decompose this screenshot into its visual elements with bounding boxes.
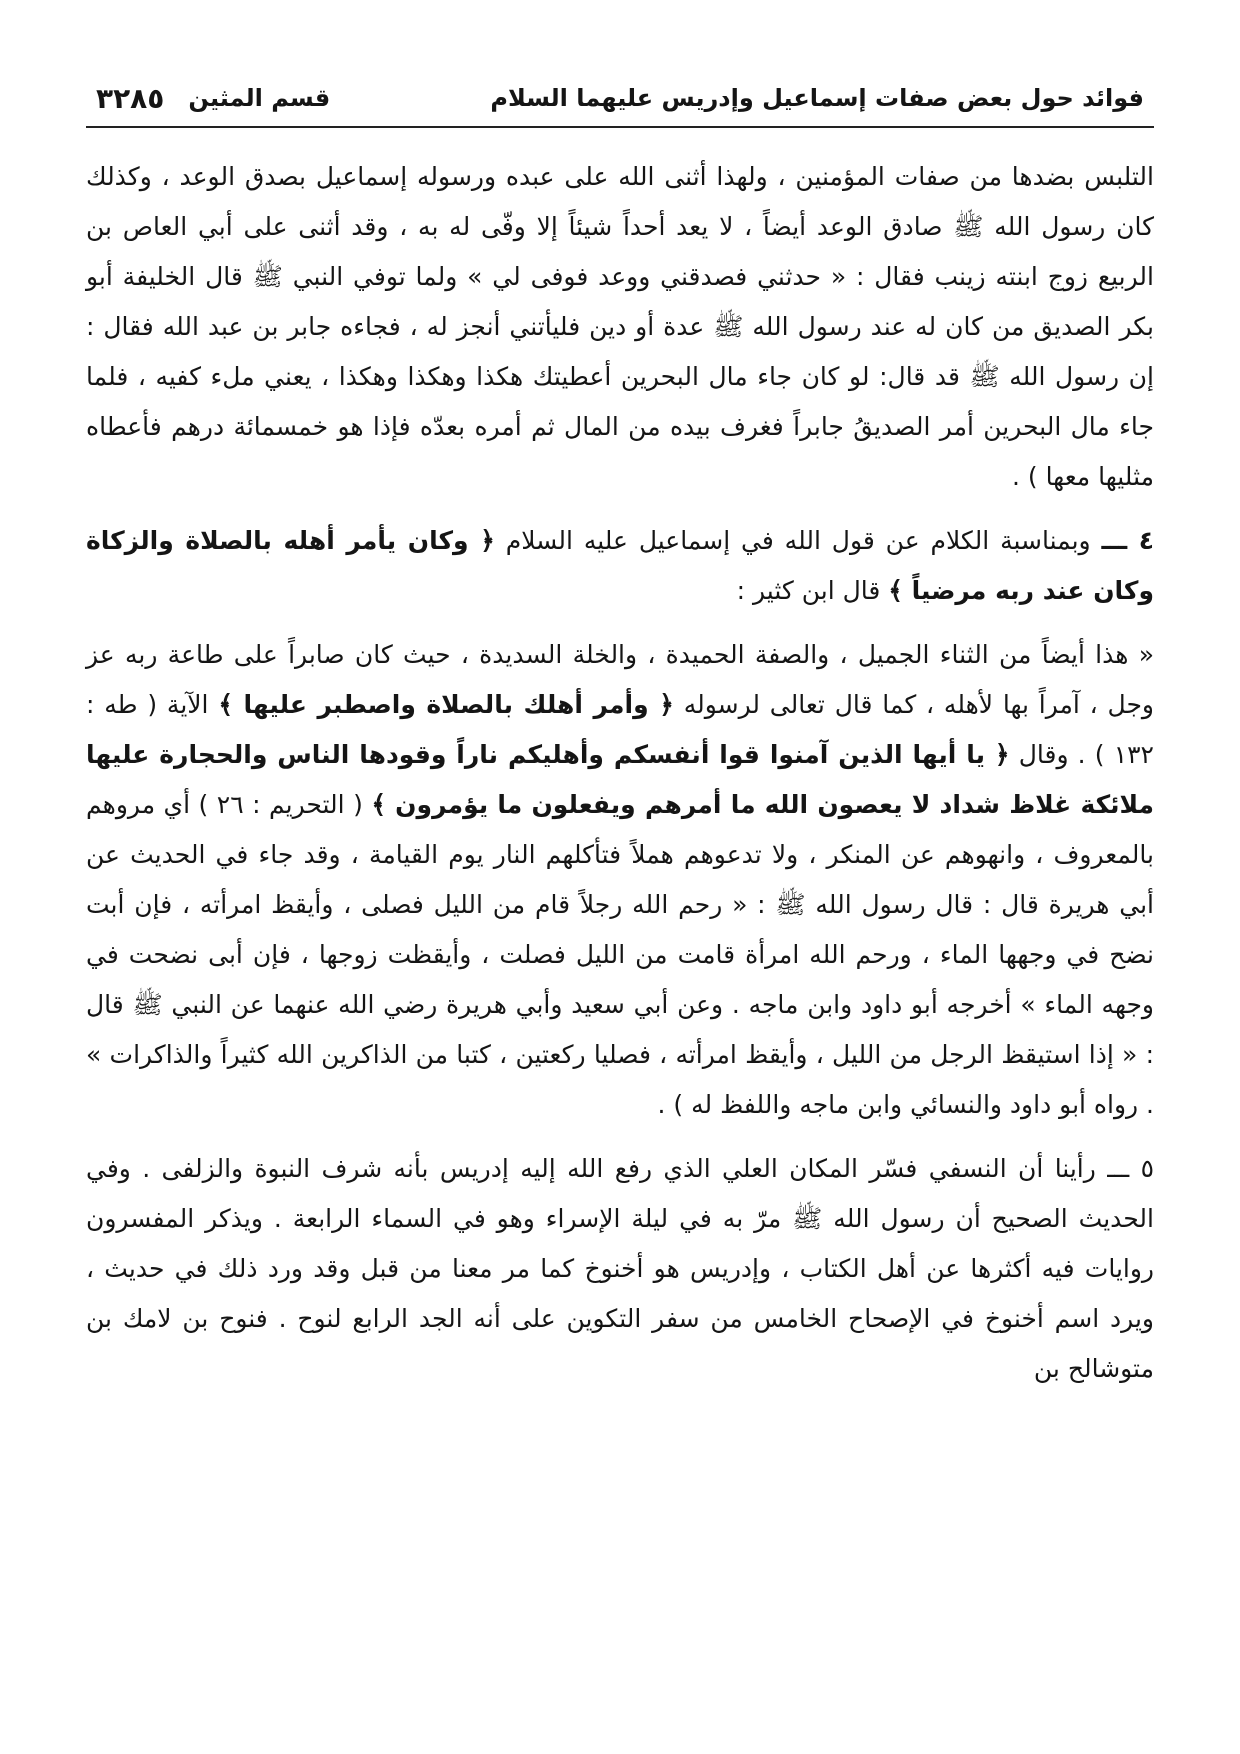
paragraph-2-tail: قال ابن كثير : [736,576,881,605]
quote-text-2: الآية ( طه : ١٣٢ ) . وقال [86,690,1154,769]
paragraph-4 [86,1144,1154,1394]
header-section: قسم المثين [188,84,331,112]
quran-verse: ﴿ وأمر أهلك بالصلاة واصطبر عليها ﴾ [218,690,674,719]
paragraph-gap [86,502,1154,516]
book-page [86,70,1154,1710]
quote-text-3: ( التحريم : ٢٦ ) أي مروهم بالمعروف ، وانهوهم عن المنكر ، ولا تدعوهم هملاً فتأكلهم النار يوم القيامة ، وقد جاء في الحديث عن أبي هريرة قال : قال رسول الله ﷺ : « رحم الله رجلاً قام من الليل فصلى ، وأيقظ امرأته ، فإن أبت نضح في وجهها الماء ، ورحم الله امرأة قامت من الليل فصلت ، وأيقظت زوجها ، فإن أبى نضحت في وجهه الماء » أخرجه أبو داود وابن ماجه . وعن أبي سعيد وأبي هريرة رضي الله عنهما عن النبي ﷺ قال : « إذا استيقظ الرجل من الليل ، وأيقظ امرأته ، فصليا ركعتين ، كتبا من الذاكرين الله كثيراً والذاكرات » . رواه أبو داود والنسائي وابن ماجه واللفظ له ) . [86,790,1154,1119]
paragraph-1 [86,152,1154,502]
item-number-4: ٤ ـــ [1101,526,1154,555]
paragraph-2 [86,516,1154,616]
item-number-5: ٥ ـــ [1107,1154,1154,1183]
paragraph-gap [86,1130,1154,1144]
header-left-group [96,82,330,115]
paragraph-2-intro: وبمناسبة الكلام عن قول الله في إسماعيل عليه السلام [505,526,1091,555]
paragraph-4-text: رأينا أن النسفي فسّر المكان العلي الذي رفع الله إليه إدريس بأنه شرف النبوة والزلفى . وفي الحديث الصحيح أن رسول الله ﷺ مرّ به في ليلة الإسراء وهو في السماء الرابعة . ويذكر المفسرون روايات فيه أكثرها عن أهل الكتاب ، وإدريس هو أخنوخ كما مر معنا من قبل وقد ورد ذلك في حديث ، ويرد اسم أخنوخ في الإصحاح الخامس من سفر التكوين على أنه الجد الرابع لنوح . فنوح بن لامك بن متوشالح بن [86,1154,1154,1383]
header-title: فوائد حول بعض صفات إسماعيل وإدريس عليهما السلام [490,84,1144,112]
paragraph-3-quote [86,630,1154,1130]
paragraph-1-text: التلبس بضدها من صفات المؤمنين ، ولهذا أثنى الله على عبده ورسوله إسماعيل بصدق الوعد ، وكذلك كان رسول الله ﷺ صادق الوعد أيضاً ، لا يعد أحداً شيئاً إلا وفّى له به ، وقد أثنى على أبي العاص بن الربيع زوج ابنته زينب فقال : « حدثني فصدقني ووعد فوفى لي » ولما توفي النبي ﷺ قال الخليفة أبو بكر الصديق من كان له عند رسول الله ﷺ عدة أو دين فليأتني أنجز له ، فجاءه جابر بن عبد الله فقال : إن رسول الله ﷺ قد قال: لو كان جاء مال البحرين أعطيتك هكذا وهكذا وهكذا ، يعني ملء كفيه ، فلما جاء مال البحرين أمر الصديقُ جابراً فغرف بيده من المال ثم أمره بعدّه فإذا هو خمسمائة درهم فأعطاه مثليها معها ) . [86,162,1154,491]
paragraph-gap [86,616,1154,630]
quote-text-1: « هذا أيضاً من الثناء الجميل ، والصفة الحميدة ، والخلة السديدة ، حيث كان صابراً على طاعة ربه عز وجل ، آمراً بها لأهله ، كما قال تعالى لرسوله [86,640,1154,719]
quran-verse: ﴿ وكان يأمر أهله بالصلاة والزكاة وكان عند ربه مرضياً ﴾ [86,526,1154,605]
running-header [86,70,1154,128]
quran-verse: ﴿ يا أيها الذين آمنوا قوا أنفسكم وأهليكم ناراً وقودها الناس والحجارة عليها ملائكة غلاظ شداد لا يعصون الله ما أمرهم ويفعلون ما يؤمرون ﴾ [86,740,1155,819]
page-number: ٣٢٨٥ [96,81,165,115]
